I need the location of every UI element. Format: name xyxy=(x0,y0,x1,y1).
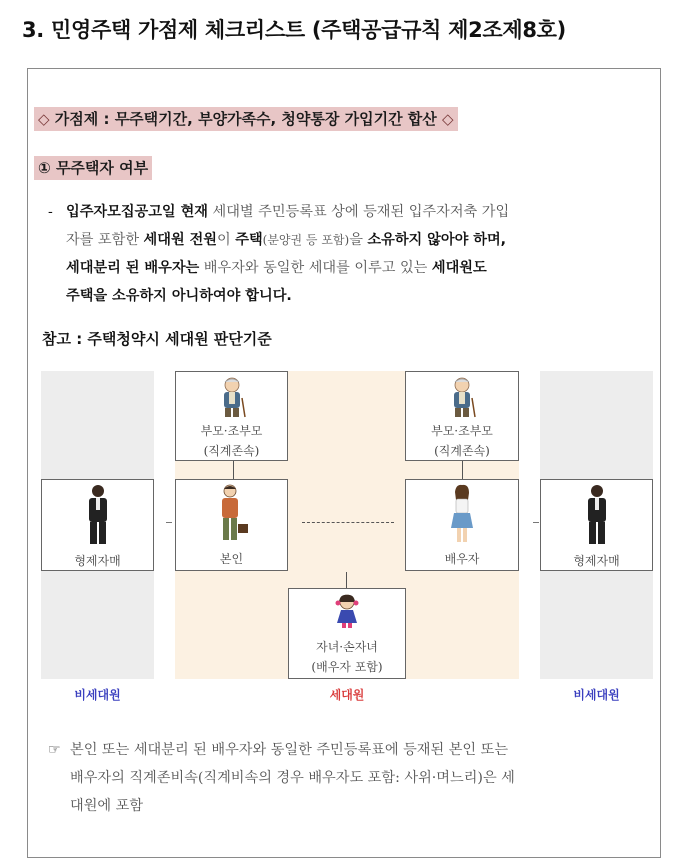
parents-sublabel: (직계존속) xyxy=(434,444,490,458)
para-line xyxy=(48,254,656,282)
diamond-icon: ◇ xyxy=(442,110,454,128)
connector-line xyxy=(533,522,539,523)
elderly-person-icon xyxy=(212,376,252,418)
children-card xyxy=(288,588,406,679)
para-bold: 세대원도 xyxy=(431,260,487,276)
pointing-hand-icon: ☞ xyxy=(48,742,61,758)
para-bold: 소유하지 않아야 하며, xyxy=(367,232,507,248)
note-text: 본인 또는 세대분리 된 배우자와 동일한 주민등록표에 등재된 본인 또는 xyxy=(70,742,509,758)
sibling-label: 형제자매 xyxy=(74,554,121,568)
eligibility-paragraph xyxy=(48,198,656,310)
reference-title: 참고 : 주택청약시 세대원 판단기준 xyxy=(42,330,272,348)
sibling-card-left xyxy=(41,479,154,571)
para-bold: 입주자모집공고일 현재 xyxy=(66,204,208,220)
man-in-suit-icon xyxy=(582,484,612,546)
para-bold: 세대분리 된 배우자는 xyxy=(66,260,200,276)
woman-icon xyxy=(446,484,478,544)
bullet-dash: - xyxy=(48,204,53,220)
caption-household: 세대원 xyxy=(329,688,365,702)
caption-non-household-right: 비세대원 xyxy=(573,688,620,702)
connector-line xyxy=(166,522,172,523)
para-text: 을 xyxy=(349,232,368,248)
spouse-link-line xyxy=(302,522,394,523)
spouse-card xyxy=(405,479,519,571)
parents-label: 부모·조부모 xyxy=(200,424,263,438)
parents-label: 부모·조부모 xyxy=(431,424,493,438)
note-paragraph xyxy=(48,736,658,820)
para-bold: 세대원 전원 xyxy=(143,232,218,248)
section-number: ① xyxy=(38,159,51,177)
para-bold: 주택을 소유하지 아니하여야 합니다. xyxy=(66,288,292,304)
connector-line xyxy=(346,572,347,588)
parents-card-right xyxy=(405,371,519,461)
caption-non-household-left: 비세대원 xyxy=(74,688,121,702)
section-heading xyxy=(34,156,152,180)
child-icon xyxy=(332,593,362,629)
para-line xyxy=(48,282,656,310)
para-text: 자를 포함한 xyxy=(66,232,144,248)
sibling-card-right xyxy=(540,479,653,571)
page-title: 3. 민영주택 가점제 체크리스트 (주택공급규칙 제2조제8호) xyxy=(22,18,566,42)
spouse-label: 배우자 xyxy=(444,552,480,566)
elderly-person-icon xyxy=(442,376,482,418)
parents-card-left xyxy=(175,371,288,461)
man-in-suit-icon xyxy=(83,484,113,546)
note-text: 대원에 포함 xyxy=(70,798,144,814)
para-text: 이 xyxy=(217,232,236,248)
self-label: 본인 xyxy=(219,552,244,566)
para-text: 세대별 주민등록표 상에 등재된 입주자저축 가입 xyxy=(208,204,510,220)
section-banner xyxy=(34,107,458,131)
connector-line xyxy=(233,461,234,479)
connector-line xyxy=(462,461,463,479)
banner-text: 가점제 : 무주택기간, 부양가족수, 청약통장 가입기간 합산 xyxy=(54,110,437,128)
children-sublabel: (배우자 포함) xyxy=(311,660,383,674)
self-card xyxy=(175,479,288,571)
man-with-bag-icon xyxy=(214,484,250,544)
para-bold: 주택 xyxy=(235,232,263,248)
section-title: 무주택자 여부 xyxy=(55,159,149,177)
diamond-icon: ◇ xyxy=(38,110,50,128)
para-small: (분양권 등 포함) xyxy=(262,233,350,247)
para-text: 배우자와 동일한 세대를 이루고 있는 xyxy=(199,260,432,276)
note-text: 배우자의 직계존비속(직계비속의 경우 배우자도 포함: 사위·며느리)은 세 xyxy=(70,770,515,786)
para-line xyxy=(48,226,656,254)
parents-sublabel: (직계존속) xyxy=(203,444,260,458)
sibling-label: 형제자매 xyxy=(573,554,620,568)
children-label: 자녀·손자녀 xyxy=(316,640,378,654)
